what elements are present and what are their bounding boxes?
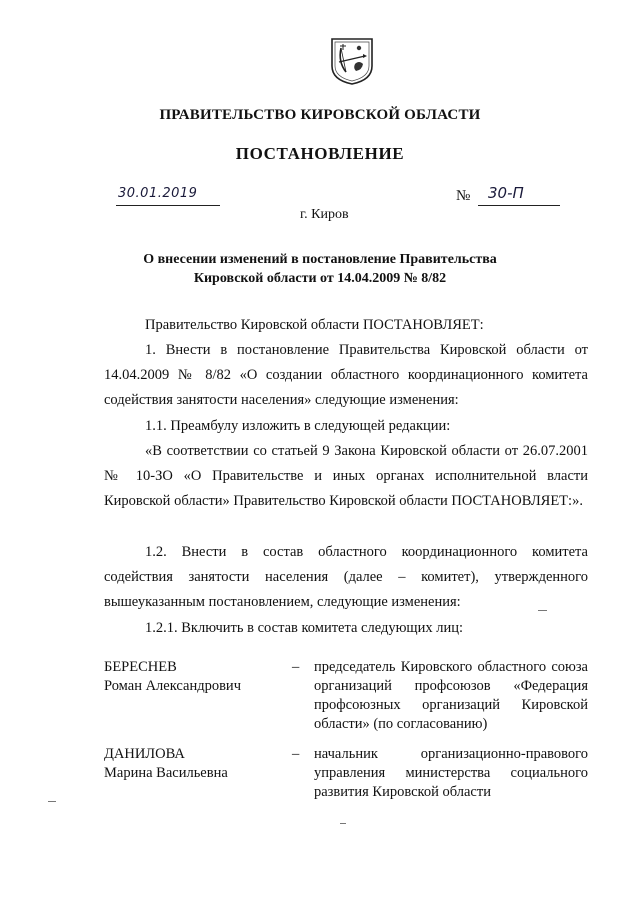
scan-speck bbox=[48, 801, 56, 802]
member-dash: – bbox=[292, 659, 300, 675]
subject-line-2: Кировской области от 14.04.2009 № 8/82 bbox=[193, 271, 447, 286]
member-name bbox=[104, 658, 284, 696]
member-dash: – bbox=[292, 746, 300, 762]
member-name bbox=[104, 745, 284, 783]
paragraph-1: 1. Внести в постановление Правительства Кировской области от 14.04.2009 № 8/82 «О создании областного координационного комитета содействия занятости населения» следующие изменения: bbox=[104, 342, 588, 408]
member-role: начальник организационно-правового управления министерства социального развития Кировской области bbox=[314, 746, 588, 800]
paragraph-resolves: Правительство Кировской области ПОСТАНОВЛЯЕТ: bbox=[145, 317, 484, 333]
city: г. Киров bbox=[300, 207, 349, 222]
government-name: ПРАВИТЕЛЬСТВО КИРОВСКОЙ ОБЛАСТИ bbox=[159, 107, 481, 123]
scan-speck bbox=[340, 823, 346, 824]
member-surname: ДАНИЛОВА bbox=[104, 746, 185, 762]
number-label: № bbox=[456, 188, 471, 204]
paragraph-1-1: 1.1. Преамбулу изложить в следующей редакции: bbox=[145, 418, 451, 434]
decree-number: 30-П bbox=[488, 184, 524, 202]
kirov-coat-of-arms-icon bbox=[329, 36, 375, 86]
paragraph-1-2-1: 1.2.1. Включить в состав комитета следующих лиц: bbox=[145, 620, 464, 636]
decree-date: 30.01.2019 bbox=[118, 186, 198, 201]
member-surname: БЕРЕСНЕВ bbox=[104, 659, 177, 675]
member-given-names: Марина Васильевна bbox=[104, 765, 228, 781]
subject-line-1: О внесении изменений в постановление Правительства bbox=[143, 252, 497, 267]
scan-speck bbox=[538, 610, 547, 611]
member-role: председатель Кировского областного союза организаций профсоюзов «Федерация профсоюзных организаций Кировской области» (по согласованию) bbox=[314, 659, 588, 732]
decree-subject bbox=[0, 250, 640, 288]
document-type-title: ПОСТАНОВЛЕНИЕ bbox=[235, 144, 405, 163]
paragraph-preamble-quote: «В соответствии со статьей 9 Закона Кировской области от 26.07.2001 № 10-ЗО «О Правительстве и иных органах исполнительной власти Кировской области» Правительство Кировской области ПОСТАНОВЛЯЕТ:». bbox=[104, 443, 588, 509]
paragraph-1-2: 1.2. Внести в состав областного координационного комитета содействия занятости населения (далее – комитет), утвержденного вышеуказанным постановлением, следующие изменения: bbox=[104, 544, 588, 610]
member-given-names: Роман Александрович bbox=[104, 678, 241, 694]
